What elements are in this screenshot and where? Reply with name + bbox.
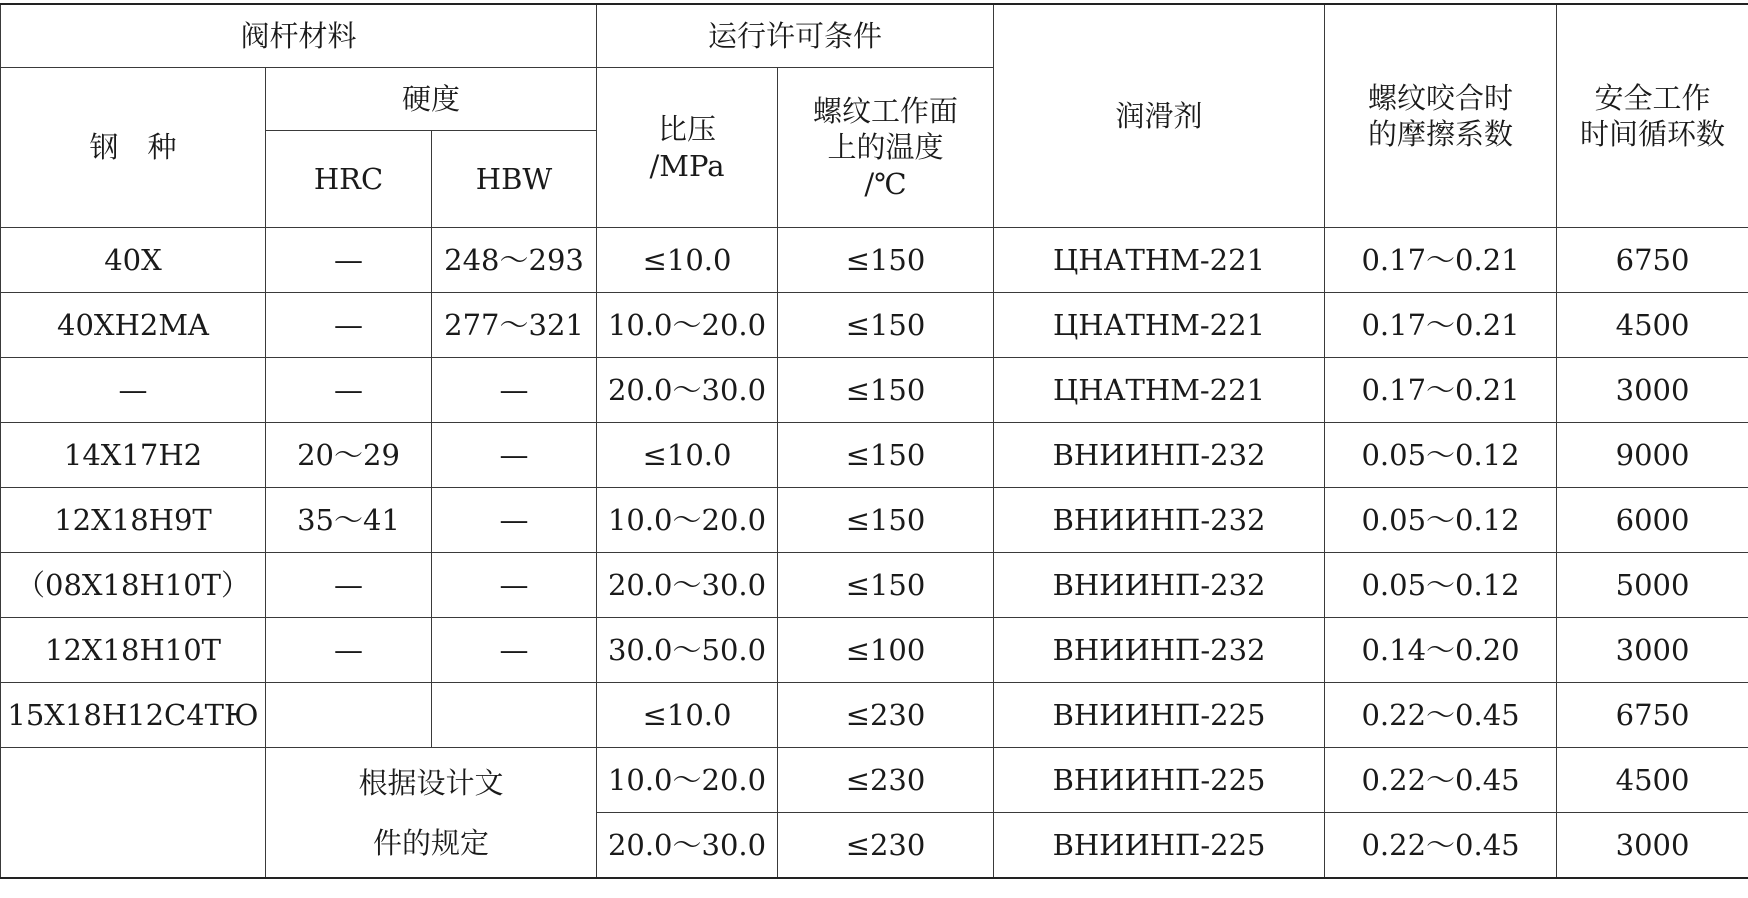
cell-lubricant: ВНИИНП-232 bbox=[994, 488, 1325, 553]
header-thread-temp-line1: 螺纹工作面 bbox=[813, 94, 959, 129]
cell-hbw bbox=[432, 683, 597, 748]
cell-hbw: — bbox=[432, 358, 597, 423]
cell-steel: （08X18H10T） bbox=[1, 553, 266, 618]
table-row bbox=[1, 293, 1748, 358]
cell-hbw: — bbox=[432, 618, 597, 683]
cell-steel: 14X17H2 bbox=[1, 423, 266, 488]
cell-friction: 0.22～0.45 bbox=[1325, 748, 1557, 813]
header-friction-line1: 螺纹咬合时 bbox=[1368, 80, 1514, 115]
cell-temp: ≤230 bbox=[778, 748, 994, 813]
table-row bbox=[1, 358, 1748, 423]
cell-cycles: 3000 bbox=[1557, 813, 1748, 879]
cell-cycles: 6000 bbox=[1557, 488, 1748, 553]
cell-hrc: — bbox=[266, 553, 432, 618]
cell-temp: ≤100 bbox=[778, 618, 994, 683]
cell-pressure: 10.0～20.0 bbox=[597, 748, 778, 813]
cell-temp: ≤150 bbox=[778, 358, 994, 423]
table-row bbox=[1, 553, 1748, 618]
header-cycles bbox=[1557, 4, 1748, 228]
cell-steel: 15X18H12C4TЮ bbox=[1, 683, 266, 748]
cell-pressure: 30.0～50.0 bbox=[597, 618, 778, 683]
cell-friction: 0.05～0.12 bbox=[1325, 488, 1557, 553]
header-operating-conditions: 运行许可条件 bbox=[597, 4, 994, 68]
cell-pressure: 10.0～20.0 bbox=[597, 488, 778, 553]
cell-cycles: 3000 bbox=[1557, 358, 1748, 423]
header-steel-grade: 钢 种 bbox=[1, 68, 266, 228]
cell-hrc: — bbox=[266, 228, 432, 293]
cell-pressure: ≤10.0 bbox=[597, 683, 778, 748]
table-row bbox=[1, 683, 1748, 748]
cell-pressure: 10.0～20.0 bbox=[597, 293, 778, 358]
cell-hbw: — bbox=[432, 553, 597, 618]
header-hbw: HBW bbox=[432, 131, 597, 228]
cell-friction: 0.17～0.21 bbox=[1325, 228, 1557, 293]
cell-steel: — bbox=[1, 358, 266, 423]
cell-temp: ≤150 bbox=[778, 228, 994, 293]
cell-lubricant: ЦНАТНМ-221 bbox=[994, 358, 1325, 423]
header-specific-pressure-line1: 比压 bbox=[658, 112, 717, 147]
cell-pressure: 20.0～30.0 bbox=[597, 553, 778, 618]
header-specific-pressure bbox=[597, 68, 778, 228]
cell-hbw: — bbox=[432, 423, 597, 488]
cell-hrc: — bbox=[266, 358, 432, 423]
table-row bbox=[1, 748, 1748, 813]
header-lubricant: 润滑剂 bbox=[994, 4, 1325, 228]
cell-hrc: 35～41 bbox=[266, 488, 432, 553]
cell-hrc: — bbox=[266, 293, 432, 358]
cell-lubricant: ВНИИНП-225 bbox=[994, 683, 1325, 748]
cell-hrc: 20～29 bbox=[266, 423, 432, 488]
cell-friction: 0.22～0.45 bbox=[1325, 683, 1557, 748]
cell-temp: ≤230 bbox=[778, 683, 994, 748]
header-friction-line2: 的摩擦系数 bbox=[1368, 117, 1514, 151]
cell-friction: 0.17～0.21 bbox=[1325, 358, 1557, 423]
cell-hrc: — bbox=[266, 618, 432, 683]
table-row bbox=[1, 488, 1748, 553]
cell-cycles: 4500 bbox=[1557, 748, 1748, 813]
header-hardness: 硬度 bbox=[266, 68, 597, 131]
cell-temp: ≤150 bbox=[778, 293, 994, 358]
cell-temp: ≤150 bbox=[778, 423, 994, 488]
cell-pressure: ≤10.0 bbox=[597, 228, 778, 293]
design-note-line1: 根据设计文 bbox=[358, 765, 504, 800]
header-row-1 bbox=[1, 4, 1748, 68]
cell-friction: 0.14～0.20 bbox=[1325, 618, 1557, 683]
cell-hbw: 248～293 bbox=[432, 228, 597, 293]
cell-temp: ≤150 bbox=[778, 553, 994, 618]
cell-friction: 0.22～0.45 bbox=[1325, 813, 1557, 879]
cell-steel: 40X bbox=[1, 228, 266, 293]
table-row bbox=[1, 423, 1748, 488]
cell-pressure: ≤10.0 bbox=[597, 423, 778, 488]
cell-steel-empty bbox=[1, 748, 266, 879]
cell-cycles: 6750 bbox=[1557, 228, 1748, 293]
header-hrc: HRC bbox=[266, 131, 432, 228]
design-note-line2: 件的规定 bbox=[373, 825, 490, 860]
cell-cycles: 4500 bbox=[1557, 293, 1748, 358]
cell-friction: 0.05～0.12 bbox=[1325, 423, 1557, 488]
design-note-cell bbox=[266, 748, 597, 879]
header-friction bbox=[1325, 4, 1557, 228]
cell-steel: 40XH2MA bbox=[1, 293, 266, 358]
cell-hrc bbox=[266, 683, 432, 748]
cell-steel: 12X18H9T bbox=[1, 488, 266, 553]
cell-lubricant: ВНИИНП-232 bbox=[994, 553, 1325, 618]
header-thread-temp-line2: 上的温度 bbox=[827, 130, 944, 165]
cell-cycles: 9000 bbox=[1557, 423, 1748, 488]
cell-temp: ≤230 bbox=[778, 813, 994, 879]
cell-cycles: 3000 bbox=[1557, 618, 1748, 683]
cell-lubricant: ЦНАТНМ-221 bbox=[994, 293, 1325, 358]
cell-cycles: 6750 bbox=[1557, 683, 1748, 748]
cell-friction: 0.05～0.12 bbox=[1325, 553, 1557, 618]
cell-lubricant: ВНИИНП-225 bbox=[994, 748, 1325, 813]
cell-lubricant: ВНИИНП-225 bbox=[994, 813, 1325, 879]
header-valve-stem-material: 阀杆材料 bbox=[1, 4, 597, 68]
cell-cycles: 5000 bbox=[1557, 553, 1748, 618]
table-row bbox=[1, 618, 1748, 683]
header-thread-temp-line3: /℃ bbox=[864, 166, 907, 201]
header-cycles-line1: 安全工作 bbox=[1594, 80, 1711, 115]
cell-lubricant: ВНИИНП-232 bbox=[994, 618, 1325, 683]
cell-pressure: 20.0～30.0 bbox=[597, 813, 778, 879]
cell-hbw: — bbox=[432, 488, 597, 553]
cell-lubricant: ВНИИНП-232 bbox=[994, 423, 1325, 488]
header-thread-temperature bbox=[778, 68, 994, 228]
valve-stem-table bbox=[0, 3, 1748, 879]
cell-lubricant: ЦНАТНМ-221 bbox=[994, 228, 1325, 293]
header-cycles-line2: 时间循环数 bbox=[1580, 117, 1726, 151]
cell-steel: 12X18H10T bbox=[1, 618, 266, 683]
cell-friction: 0.17～0.21 bbox=[1325, 293, 1557, 358]
header-specific-pressure-line2: /MPa bbox=[649, 148, 725, 183]
cell-pressure: 20.0～30.0 bbox=[597, 358, 778, 423]
cell-hbw: 277～321 bbox=[432, 293, 597, 358]
table-row bbox=[1, 228, 1748, 293]
cell-temp: ≤150 bbox=[778, 488, 994, 553]
